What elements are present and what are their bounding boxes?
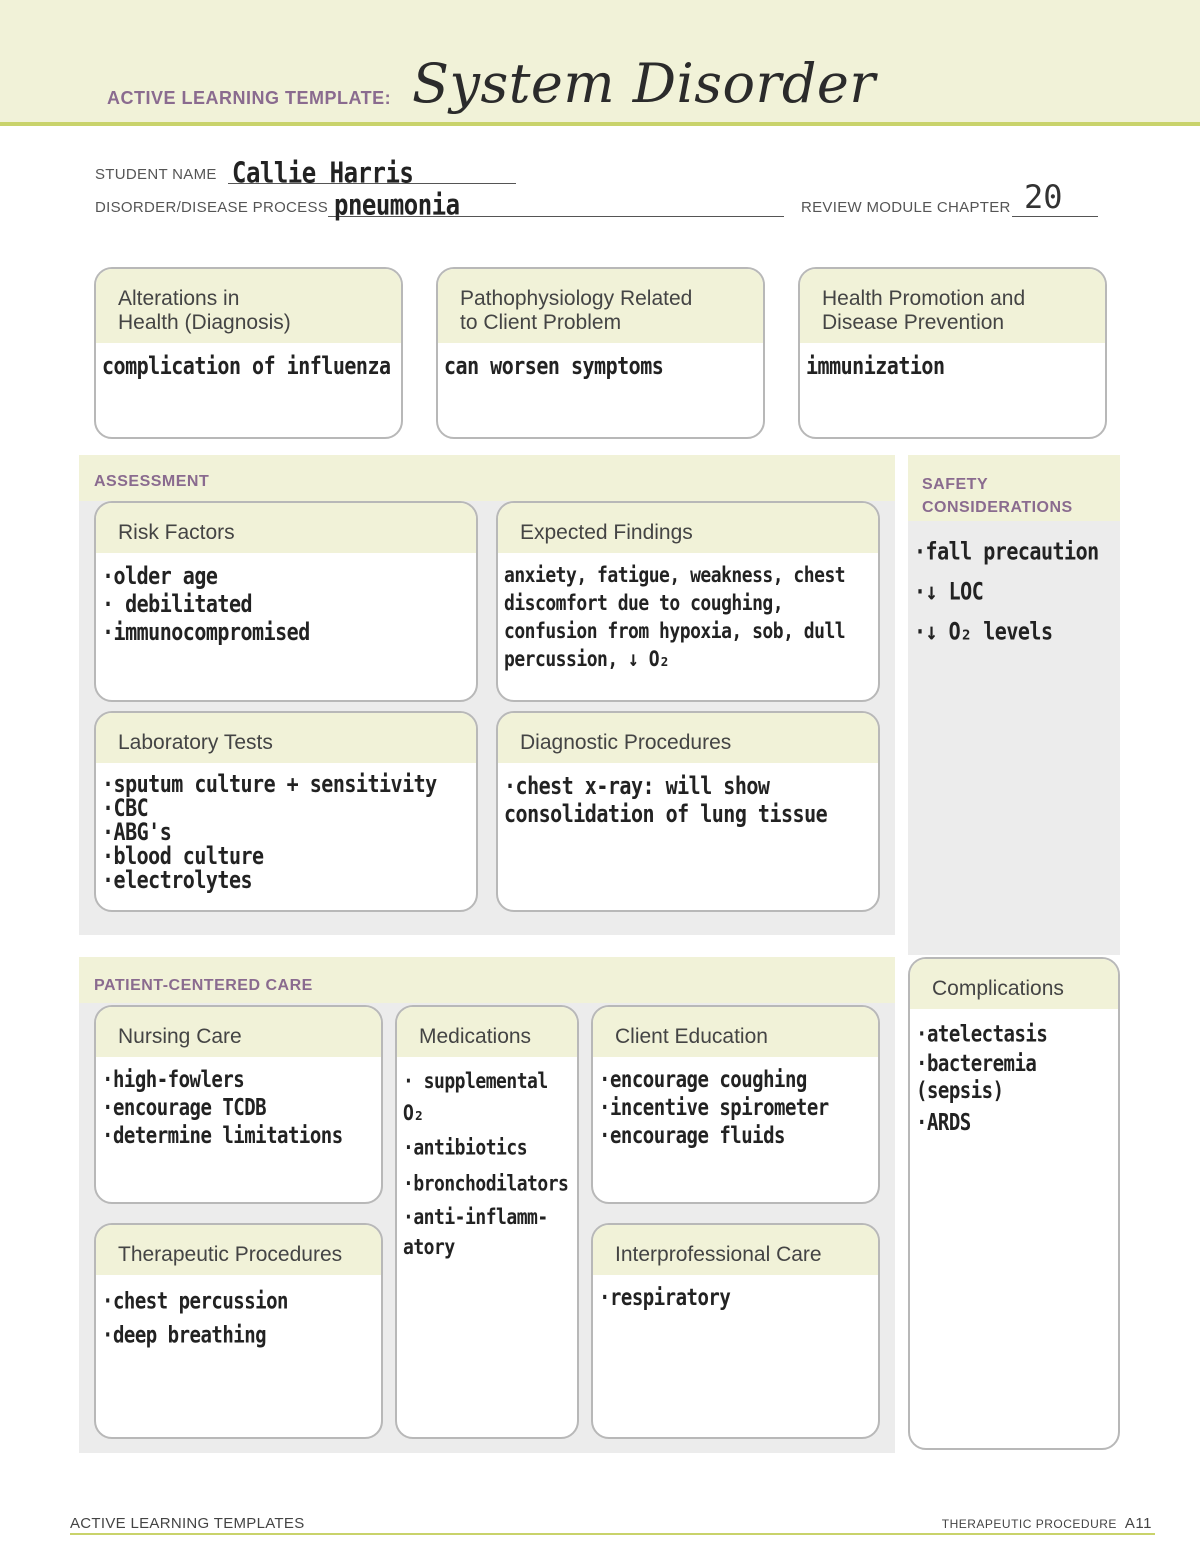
handwritten-line: ·antibiotics — [403, 1135, 528, 1161]
chapter-label: REVIEW MODULE CHAPTER — [801, 199, 1011, 216]
client-education-content[interactable] — [593, 1057, 878, 1147]
handwritten-line: ·encourage TCDB — [102, 1094, 267, 1121]
handwritten-line: can worsen symptoms — [444, 351, 664, 381]
assessment-label: ASSESSMENT — [94, 473, 210, 490]
client-education-title: Client Education — [593, 1007, 878, 1057]
handwritten-line: percussion, ↓ O₂ — [504, 646, 670, 672]
handwritten-line: consolidation of lung tissue — [504, 799, 828, 829]
interprofessional-care-content[interactable] — [593, 1275, 878, 1309]
risk-factors-content[interactable] — [96, 553, 476, 647]
student-name-label: STUDENT NAME — [95, 166, 217, 183]
handwritten-line: ·chest percussion — [102, 1288, 288, 1315]
nursing-care-box — [94, 1005, 383, 1204]
handwritten-line: · debilitated — [102, 589, 253, 619]
handwritten-line: ·chest x-ray: will show — [504, 771, 770, 801]
handwritten-line: ·encourage fluids — [599, 1122, 785, 1149]
footer-left-text: ACTIVE LEARNING TEMPLATES — [70, 1515, 305, 1532]
handwritten-line: confusion from hypoxia, sob, dull — [504, 618, 846, 644]
safety-label-line1: SAFETY — [922, 476, 989, 493]
template-label: ACTIVE LEARNING TEMPLATE: — [107, 88, 392, 108]
handwritten-line: ·blood culture — [102, 841, 264, 870]
handwritten-line: ·bronchodilators — [403, 1171, 569, 1197]
expected-findings-title: Expected Findings — [498, 503, 878, 553]
diagnostic-procedures-box — [496, 711, 880, 912]
therapeutic-procedures-content[interactable] — [96, 1275, 381, 1349]
alterations-heading — [96, 269, 401, 343]
handwritten-line: ·deep breathing — [102, 1322, 267, 1349]
handwritten-line: ·electrolytes — [102, 865, 253, 894]
pathophysiology-title-line1: Pathophysiology Related — [460, 287, 693, 310]
pathophysiology-box — [436, 267, 765, 439]
handwritten-line: ·anti-inflamm- — [403, 1205, 548, 1231]
handwritten-line: ·incentive spirometer — [599, 1094, 829, 1121]
handwritten-line: O₂ — [403, 1101, 424, 1127]
medications-box — [395, 1005, 579, 1439]
safety-panel — [908, 455, 1120, 955]
handwritten-line: complication of influenza — [102, 351, 391, 381]
medications-content[interactable] — [397, 1057, 577, 1259]
safety-content[interactable] — [914, 527, 1114, 647]
health-promotion-heading — [800, 269, 1105, 343]
health-promotion-title-line2: Disease Prevention — [822, 311, 1005, 334]
handwritten-line: · supplemental — [403, 1069, 548, 1095]
interprofessional-care-box — [591, 1223, 880, 1439]
expected-findings-box — [496, 501, 880, 702]
diagnostic-procedures-title: Diagnostic Procedures — [498, 713, 878, 763]
handwritten-line: ·immunocompromised — [102, 617, 310, 647]
pathophysiology-content[interactable] — [438, 343, 763, 381]
pathophysiology-title-line2: to Client Problem — [460, 311, 622, 334]
handwritten-line: (sepsis) — [916, 1077, 1004, 1104]
disorder-value[interactable]: pneumonia — [334, 188, 460, 222]
alterations-title-line2: Health (Diagnosis) — [118, 311, 291, 334]
handwritten-line: ·bacteremia — [916, 1050, 1037, 1077]
safety-label — [922, 473, 1073, 519]
handwritten-line: ·fall precaution — [914, 536, 1099, 566]
alterations-title-line1: Alterations in — [118, 287, 240, 310]
handwritten-line: discomfort due to coughing, — [504, 590, 784, 616]
laboratory-tests-content[interactable] — [96, 763, 476, 894]
complications-box — [908, 957, 1120, 1450]
chapter-value[interactable]: 20 — [1024, 178, 1063, 216]
handwritten-line: ·atelectasis — [916, 1021, 1048, 1048]
handwritten-line: ·↓ O₂ levels — [914, 616, 1053, 646]
pathophysiology-heading — [438, 269, 763, 343]
laboratory-tests-title: Laboratory Tests — [96, 713, 476, 763]
handwritten-line: atory — [403, 1234, 455, 1260]
chapter-line — [1012, 216, 1098, 217]
handwritten-line: ·↓ LOC — [914, 576, 984, 606]
footer-divider — [70, 1533, 1155, 1535]
interprofessional-care-title: Interprofessional Care — [593, 1225, 878, 1275]
handwritten-line: ·encourage coughing — [599, 1066, 807, 1093]
risk-factors-title: Risk Factors — [96, 503, 476, 553]
laboratory-tests-box — [94, 711, 478, 912]
safety-label-line2: CONSIDERATIONS — [922, 499, 1073, 516]
alterations-box — [94, 267, 403, 439]
handwritten-line: ·ABG's — [102, 817, 172, 846]
handwritten-line: ·respiratory — [599, 1284, 731, 1311]
page-number: A11 — [1124, 1515, 1152, 1532]
handwritten-line: ·determine limitations — [102, 1122, 343, 1149]
handwritten-line: ·high-fowlers — [102, 1066, 245, 1093]
alterations-content[interactable] — [96, 343, 401, 381]
complications-content[interactable] — [910, 1009, 1118, 1137]
handwritten-line: ·sputum culture + sensitivity — [102, 769, 437, 798]
handwritten-line: ·older age — [102, 561, 218, 591]
therapeutic-procedures-title: Therapeutic Procedures — [96, 1225, 381, 1275]
footer-section-label: THERAPEUTIC PROCEDURE — [941, 1517, 1117, 1531]
diagnostic-procedures-content[interactable] — [498, 763, 878, 829]
handwritten-line: ·ARDS — [916, 1109, 971, 1136]
risk-factors-box — [94, 501, 478, 702]
handwritten-line: ·CBC — [102, 793, 149, 822]
therapeutic-procedures-box — [94, 1223, 383, 1439]
nursing-care-content[interactable] — [96, 1057, 381, 1147]
complications-title: Complications — [910, 959, 1118, 1009]
client-education-box — [591, 1005, 880, 1204]
health-promotion-content[interactable] — [800, 343, 1105, 381]
expected-findings-content[interactable] — [498, 553, 878, 671]
medications-title: Medications — [397, 1007, 577, 1057]
health-promotion-title-line1: Health Promotion and — [822, 287, 1026, 310]
patient-care-label: PATIENT-CENTERED CARE — [94, 977, 313, 994]
handwritten-line: anxiety, fatigue, weakness, chest — [504, 562, 846, 588]
student-name-value[interactable]: Callie Harris — [232, 156, 414, 190]
footer-right — [942, 1515, 1152, 1532]
nursing-care-title: Nursing Care — [96, 1007, 381, 1057]
template-title: System Disorder — [412, 52, 876, 115]
health-promotion-box — [798, 267, 1107, 439]
handwritten-line: immunization — [806, 351, 945, 381]
disorder-label: DISORDER/DISEASE PROCESS — [95, 199, 329, 216]
